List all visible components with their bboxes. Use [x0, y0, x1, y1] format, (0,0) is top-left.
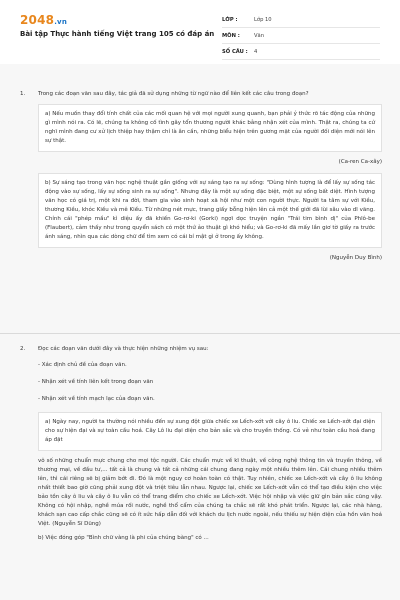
task-item: - Nhận xét về tính liên kết trong đoạn văn: [38, 379, 154, 385]
task-item: - Xác định chủ đề của đoạn văn.: [38, 362, 127, 368]
page-header: [0, 0, 400, 64]
meta-key: MÔN :: [222, 32, 240, 39]
question-number: 1.: [20, 91, 26, 97]
passage-text: a) Nếu muốn thay đổi tính chất của các mối quan hệ với mọi người xung quanh, bạn phải ý thức rõ tác động của những gì mình nói ra. Có lẽ, chúng ta không cố tình gây tổn thương người khác bằng nhận xét của mình. Thật ra, chúng ta cứ nghĩ mình đang cư xử lịch thiệp hay thậm chí là ân cần, những biểu hiện trên gương mặt của người đối diện mới nói lên sự thật.: [45, 111, 375, 144]
passage-text: b) Việc đóng góp "Bình chữ vàng là phi của chúng bàng" có ...: [38, 535, 209, 541]
bottom-fade: [0, 570, 400, 600]
passage-box: [38, 173, 382, 248]
question-body: [38, 345, 382, 548]
meta-row-subject: [222, 28, 380, 44]
passage-box: [38, 412, 382, 451]
question-prompt: Trong các đoạn văn sau đây, tác giả đã sử dụng những từ ngữ nào để liên kết các câu trong đoạn?: [38, 91, 309, 97]
content-area: [0, 64, 400, 600]
task-item: - Nhận xét về tính mạch lạc của đoạn văn.: [38, 396, 155, 402]
passage-text: a) Ngày nay, người ta thường nói nhiều đến sự xung đột giữa chiếc xe Lếch-xớt với cây ô liu. Chiếc xe Lếch-xớt đại diện cho sự hiện đại và sự toàn cầu hoá. Cây Lô liu đại diện cho bản sắc và cho truyền thống. Có vẻ như toàn cầu hoá đang áp đặt: [45, 419, 375, 443]
question-number: 2.: [20, 346, 26, 352]
passage-source: (Ca-ren Ca-xây): [338, 159, 382, 165]
question-prompt: Đọc các đoạn văn dưới đây và thực hiện những nhiệm vụ sau:: [38, 346, 209, 352]
site-logo[interactable]: [20, 13, 67, 27]
meta-value: Văn: [254, 32, 265, 39]
logo-text: 2048: [20, 13, 55, 27]
passage-source: (Nguyễn Duy Bình): [329, 255, 382, 261]
meta-key: LỚP :: [222, 16, 238, 23]
passage-text: vô số những chuẩn mực chung cho mọi tộc người. Các chuẩn mực về kĩ thuật, về công nghệ thông tin và truyền thông, về thương mại, về đầu tư,... tất cả là chung và tất cả những cái chung đang ngày một nhiều thêm lên. Cái chung nhiều thêm lên, thì cái riêng sẽ bị giảm bớt đi. Đó là một nguy cơ hoàn toàn có thật. Tuy nhiên, chiếc xe Lếch-xớt và cây ô liu không nhất thiết bao giờ cũng phải xung đột và triệt tiêu lẫn nhau. Ngược lại, chiếc xe Lếch-xớt vẫn có thể tạo điều kiện cho việc bảo tồn cây ô liu và cây ô liu vẫn có thể trang điểm cho chiếc xe Lếch-xớt. Việc hội nhập và việc giữ gìn bản sắc cũng vậy. Không có hội nhập, nghề múa rối nước, nghề thổ cẩm của chúng ta chắc sẽ rất khó phát triển. Ngược lại, các nhà hàng, khách sạn cao cấp chắc cũng sẽ có ít sức hấp dẫn đối với khách du lịch nước ngoài, nếu thiếu sự hiện diện của hồn văn hoá Việt. (Nguyễn Sĩ Dũng): [38, 458, 382, 527]
meta-table: [222, 12, 380, 60]
meta-value: Lớp 10: [254, 16, 272, 23]
meta-row-class: [222, 12, 380, 28]
question-body: [38, 90, 382, 269]
passage-text: b) Sự sáng tạo trong văn học nghệ thuật gần giống với sự sáng tạo ra sự sống: "Dùng hình tượng là để lấy sự sống tác động vào sự sống, lấy sự sống sinh ra sự sống". Nhưng đây là một sự sống đặc biệt, một sự sống bất diệt. Hình tượng văn học có giá trị, một khi ra đời, tham gia vào sinh hoạt xã hội như một con người thực. Người ta tâm sự với Kiều, thương Kiều, khóc Kiều và mê Kiều. Từ những nét mực, trang giấy bỗng hiện lên cả một thế giới đã lùi sâu vào dĩ vãng. Chính cái "phép mầu" kì diệu ấy đã khiến Go-rơ-ki (Gorki) ngợi dọc truyện ngắn "Trái tim bình dị" của Phlô-be (Flaubert), cảm thấy như trong quyển sách có một thứ ảo thuật gì khó hiểu; và Go-rơ-ki đã mấy lần giơ tờ giấy ra trước ánh sáng, nhìn qua các dòng chữ để tìm xem có cái bí mật gì ở trong ấy không.: [45, 180, 375, 240]
logo-suffix: .vn: [54, 18, 68, 26]
page-title: Bài tập Thực hành tiếng Việt trang 105 có đáp án: [20, 30, 215, 38]
meta-row-count: [222, 44, 380, 60]
section-divider: [0, 333, 400, 334]
passage-box: [38, 104, 382, 152]
meta-value: 4: [254, 48, 258, 55]
meta-key: SỐ CÂU :: [222, 48, 248, 55]
